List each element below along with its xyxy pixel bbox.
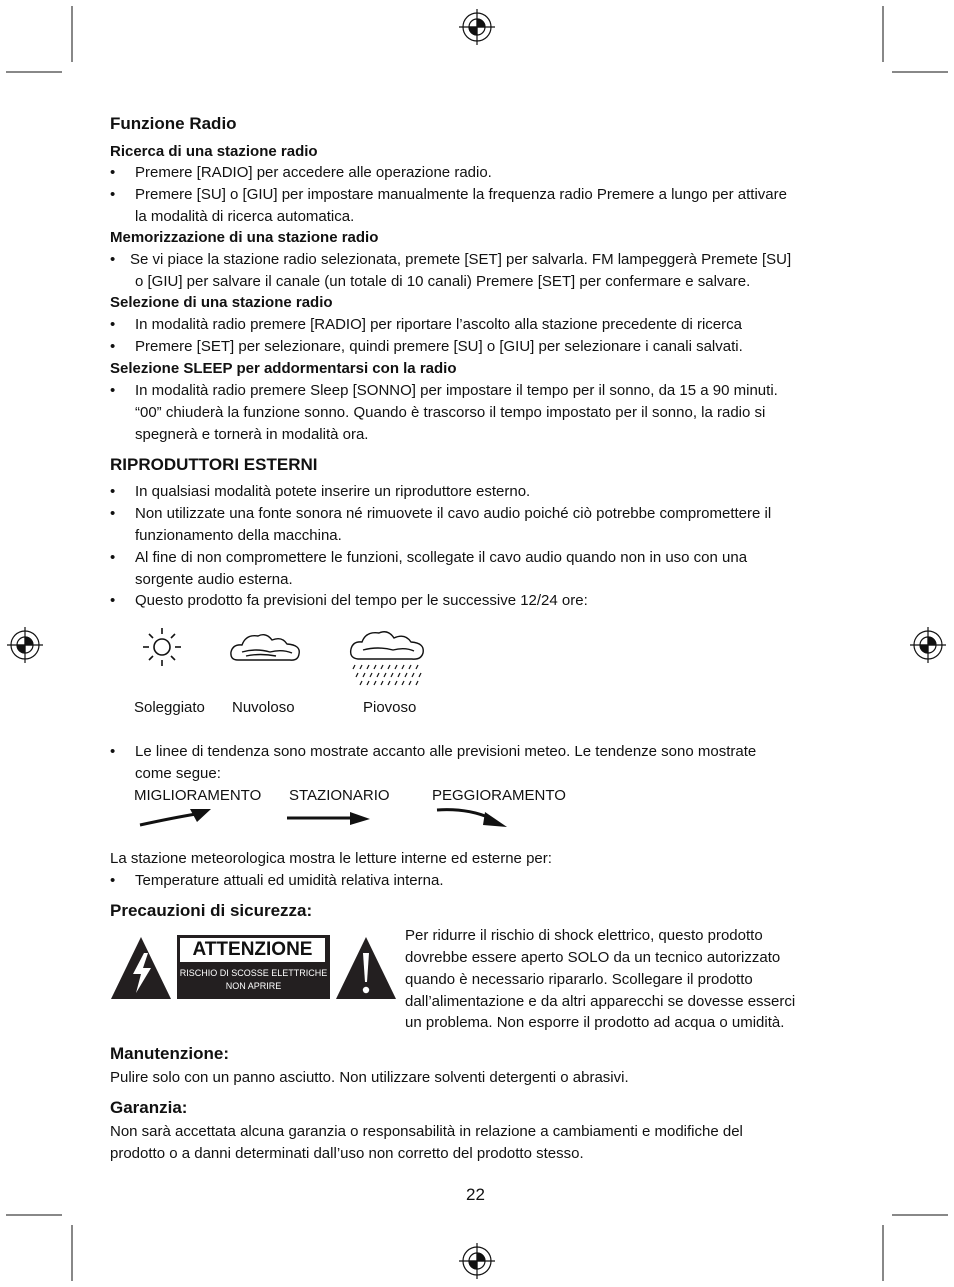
- list-item-continued: o [GIU] per salvare il canale (un totale di 10 canali) Premere [SET] per confermare e salvare.: [135, 273, 751, 290]
- warranty-text: prodotto o a danni determinati dall’uso non corretto del prodotto stesso.: [110, 1145, 584, 1162]
- bullet: •: [110, 316, 116, 333]
- list-item-continued: spegnerà e tornerà in modalità ora.: [135, 426, 369, 443]
- bullet: •: [110, 338, 116, 355]
- safety-paragraph-line: Per ridurre il rischio di shock elettrico, questo prodotto: [405, 927, 763, 944]
- bullet: •: [110, 483, 116, 500]
- list-item: Premere [RADIO] per accedere alle operazione radio.: [135, 164, 492, 181]
- list-item: In qualsiasi modalità potete inserire un riproduttore esterno.: [135, 483, 531, 500]
- list-item: Non utilizzate una fonte sonora né rimuovete il cavo audio poiché ciò potrebbe compromettere il: [135, 505, 772, 522]
- list-item-continued: la modalità di ricerca automatica.: [135, 208, 355, 225]
- subheading-search: Ricerca di una stazione radio: [110, 143, 318, 160]
- bullet: •: [110, 186, 116, 203]
- page-number: 22: [466, 1185, 485, 1204]
- list-item: Premere [SET] per selezionare, quindi premere [SU] o [GIU] per selezionare i canali salvati.: [135, 338, 743, 355]
- list-item-continued: sorgente audio esterna.: [135, 571, 293, 588]
- weather-label-cloudy: Nuvoloso: [232, 699, 295, 716]
- registration-target-icon: [7, 627, 43, 663]
- bullet: •: [110, 872, 116, 889]
- maintenance-text: Pulire solo con un panno asciutto. Non utilizzare solventi detergenti o abrasivi.: [110, 1069, 629, 1086]
- section-title-radio: Funzione Radio: [110, 114, 237, 133]
- subheading-sleep: Selezione SLEEP per addormentarsi con la radio: [110, 360, 457, 377]
- rain-cloud-icon: [351, 632, 424, 685]
- bullet: •: [110, 549, 116, 566]
- safety-paragraph-line: quando è necessario ripararlo. Scollegare il prodotto: [405, 971, 753, 988]
- electric-shock-warning-icon: [111, 937, 171, 999]
- bullet: •: [110, 251, 116, 268]
- list-item-continued: funzionamento della macchina.: [135, 527, 342, 544]
- warning-line: RISCHIO DI SCOSSE ELETTRICHE: [179, 968, 328, 978]
- warning-line: NON APRIRE: [225, 981, 282, 991]
- weather-label-sunny: Soleggiato: [134, 699, 205, 716]
- steady-arrow-icon: [287, 812, 370, 825]
- improving-arrow-icon: [140, 809, 211, 825]
- list-item-continued: “00” chiuderà la funzione sonno. Quando è trascorso il tempo impostato per il sonno, la radio si: [135, 404, 766, 421]
- section-title-maintenance: Manutenzione:: [110, 1044, 229, 1063]
- registration-target-icon: [910, 627, 946, 663]
- subheading-memory: Memorizzazione di una stazione radio: [110, 229, 379, 246]
- safety-paragraph-line: dovrebbe essere aperto SOLO da un tecnico autorizzato: [405, 949, 781, 966]
- warranty-text: Non sarà accettata alcuna garanzia o responsabilità in relazione a cambiamenti e modifiche del: [110, 1123, 743, 1140]
- list-item-continued: come segue:: [135, 765, 221, 782]
- bullet: •: [110, 164, 116, 181]
- bullet: •: [110, 743, 116, 760]
- section-title-external: RIPRODUTTORI ESTERNI: [110, 455, 318, 474]
- list-item: Temperature attuali ed umidità relativa interna.: [135, 872, 444, 889]
- registration-target-icon: [459, 9, 495, 45]
- warning-title: ATTENZIONE: [180, 938, 325, 962]
- section-title-safety: Precauzioni di sicurezza:: [110, 901, 313, 920]
- cloud-icon: [231, 635, 299, 660]
- list-item: Questo prodotto fa previsioni del tempo per le successive 12/24 ore:: [135, 592, 588, 609]
- sun-icon: [143, 628, 181, 666]
- safety-paragraph-line: un problema. Non esporre il prodotto ad acqua o umidità.: [405, 1014, 785, 1031]
- trend-label-worsening: PEGGIORAMENTO: [432, 787, 566, 804]
- warning-label: [177, 935, 330, 999]
- bullet: •: [110, 505, 116, 522]
- list-item: Premere [SU] o [GIU] per impostare manualmente la frequenza radio Premere a lungo per attivare: [135, 186, 787, 203]
- trend-label-improving: MIGLIORAMENTO: [134, 787, 262, 804]
- safety-paragraph-line: dall’alimentazione e da altri apparecchi se dovesse esserci: [405, 993, 796, 1010]
- trend-label-steady: STAZIONARIO: [289, 787, 390, 804]
- bullet: •: [110, 592, 116, 609]
- worsening-arrow-icon: [437, 810, 507, 827]
- registration-target-icon: [459, 1243, 495, 1279]
- list-item: In modalità radio premere Sleep [SONNO] per impostare il tempo per il sonno, da 15 a 90 minuti.: [135, 382, 778, 399]
- subheading-select: Selezione di una stazione radio: [110, 294, 333, 311]
- list-item: Al fine di non compromettere le funzioni, scollegate il cavo audio quando non in uso con una: [135, 549, 748, 566]
- list-item: In modalità radio premere [RADIO] per riportare l’ascolto alla stazione precedente di ricerca: [135, 316, 742, 333]
- exclamation-warning-icon: [336, 937, 396, 999]
- station-text: La stazione meteorologica mostra le letture interne ed esterne per:: [110, 850, 552, 867]
- list-item: Se vi piace la stazione radio selezionata, premete [SET] per salvarla. FM lampeggerà Premete [SU]: [130, 251, 792, 268]
- list-item: Le linee di tendenza sono mostrate accanto alle previsioni meteo. Le tendenze sono mostrate: [135, 743, 757, 760]
- bullet: •: [110, 382, 116, 399]
- weather-label-rainy: Piovoso: [363, 699, 417, 716]
- section-title-warranty: Garanzia:: [110, 1098, 188, 1117]
